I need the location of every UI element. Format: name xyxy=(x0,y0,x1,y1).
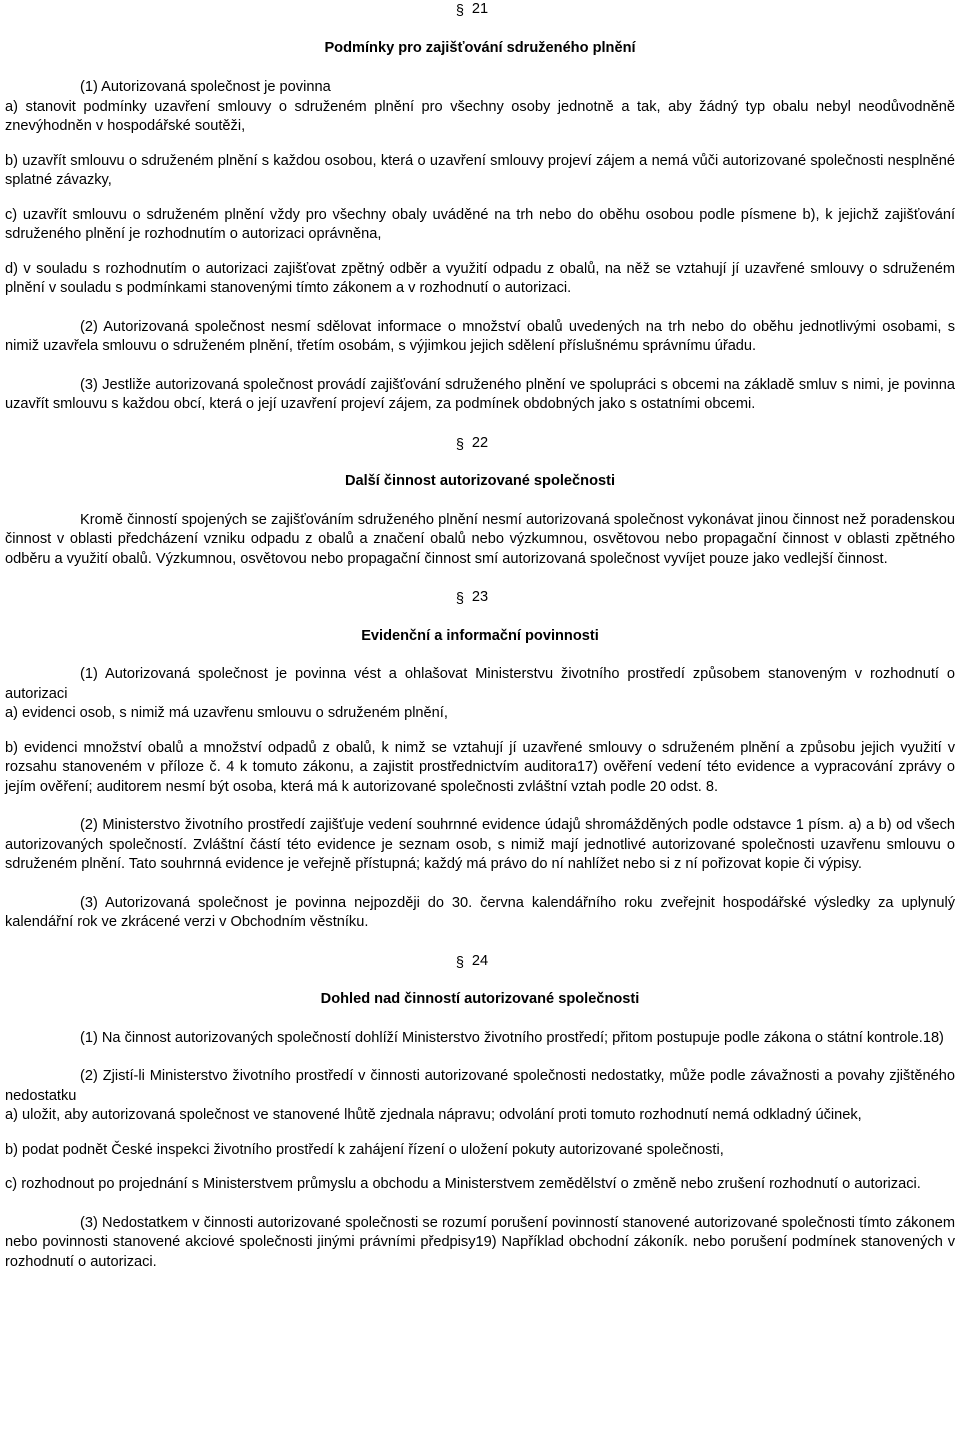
paragraph: (2) Zjistí-li Ministerstvo životního prostředí v činnosti autorizované společnosti nedostatky, může podle závažnosti a povahy zjištěného nedostatku xyxy=(5,1068,955,1104)
paragraph: (2) Autorizovaná společnost nesmí sdělovat informace o množství obalů uvedených na trh nebo do oběhu jednotlivými osobami, s nimiž uzavřela smlouvu o sdruženém plnění, třetím osobám, s výjimkou jejich sdělení příslušnému správnímu úřadu. xyxy=(5,318,955,354)
paragraph: d) v souladu s rozhodnutím o autorizaci zajišťovat zpětný odběr a využití odpadu z obalů, na něž se vztahují jí uzavřené smlouvy o sdruženém plnění v souladu s podmínkami stanovenými tímto zákonem a v rozhodnutí o autorizaci. xyxy=(5,260,955,296)
paragraph: (1) Autorizovaná společnost je povinna xyxy=(80,79,331,95)
paragraph: c) rozhodnout po projednání s Ministerstvem průmyslu a obchodu a Ministerstvem zemědělství o změně nebo zrušení rozhodnutí o autorizaci. xyxy=(5,1176,921,1192)
section-number xyxy=(5,588,955,608)
section-number-mark xyxy=(455,0,489,20)
section-number-value: 24 xyxy=(471,952,489,969)
section-number xyxy=(5,434,955,454)
paragraph: a) evidenci osob, s nimiž má uzavřenu smlouvu o sdruženém plnění, xyxy=(5,705,448,721)
section-22 xyxy=(5,434,955,570)
section-title: Podmínky pro zajišťování sdruženého plnění xyxy=(324,39,636,56)
section-title: Evidenční a informační povinnosti xyxy=(361,627,599,644)
section-number xyxy=(5,952,955,972)
section-sign-icon: § xyxy=(455,954,464,971)
paragraph: a) stanovit podmínky uzavření smlouvy o sdruženém plnění pro všechny osoby jednotně a tak, aby žádný typ obalu nebyl neodůvodněně znevýhodněn v hospodářské soutěži, xyxy=(5,98,955,134)
paragraph: Kromě činností spojených se zajišťováním sdruženého plnění nesmí autorizovaná společnost vykonávat jinou činnost než poradenskou činnost v oblasti předcházení vzniku odpadu z obalů a značení obalů nebo výzkumnou, osvětovou nebo propagační činnost v oblasti zpětného odběru a využití obalů. Výzkumnou, osvětovou nebo propagační činnost smí autorizovaná společnost vyvíjet pouze jako vedlejší činnost. xyxy=(5,511,955,567)
section-24 xyxy=(5,952,955,1273)
section-number-mark xyxy=(455,952,489,972)
section-number-value: 22 xyxy=(471,434,489,451)
paragraph: b) uzavřít smlouvu o sdruženém plnění s každou osobou, která o uzavření smlouvy projeví zájem a nemá vůči autorizované společnosti nesplněné splatné závazky, xyxy=(5,152,955,188)
paragraph: (3) Nedostatkem v činnosti autorizované společnosti se rozumí porušení povinností stanovené autorizované společnosti tímto zákonem nebo povinnosti stanovené akciové společnosti jinými právními předpisy19) Například obchodní zákoník. nebo porušení podmínek stanovených v rozhodnutí o autorizaci. xyxy=(5,1214,955,1270)
paragraph: a) uložit, aby autorizovaná společnost ve stanovené lhůtě zjednala nápravu; odvolání proti tomuto rozhodnutí nemá odkladný účinek, xyxy=(5,1107,862,1123)
section-sign-icon: § xyxy=(455,3,464,19)
section-number-value: 23 xyxy=(471,589,489,605)
section-sign-icon: § xyxy=(455,436,464,453)
section-number-mark xyxy=(455,588,489,608)
paragraph: (3) Jestliže autorizovaná společnost provádí zajišťování sdruženého plnění ve spolupráci s obcemi na základě smluv s nimi, je povinna uzavřít smlouvu s každou obcí, která o její uzavření projeví zájem, za podmínek obdobných jako s ostatními obcemi. xyxy=(5,376,955,412)
section-21 xyxy=(5,0,955,415)
paragraph: b) podat podnět České inspekci životního prostředí k zahájení řízení o uložení pokuty autorizované společnosti, xyxy=(5,1141,724,1158)
paragraph: b) evidenci množství obalů a množství odpadů z obalů, k nimž se vztahují jí uzavřené smlouvy o sdruženém plnění a způsobu jejich využití v rozsahu stanoveném v příloze č. 4 k tomuto zákonu, a zajistit prostřednictvím auditora17) ověření vedení této evidence a vypracování zprávy o jejím ověření; auditorem nesmí být osoba, která má k autorizované společnosti zvláštní vztah podle 20 odst. 8. xyxy=(5,739,955,795)
section-23 xyxy=(5,588,955,933)
section-sign-icon: § xyxy=(455,591,464,607)
document-page xyxy=(5,0,955,1272)
paragraph: (3) Autorizovaná společnost je povinna nejpozději do 30. června kalendářního roku zveřejnit hospodářské výsledky za uplynulý kalendářní rok ve zkrácené verzi v Obchodním věstníku. xyxy=(5,894,955,930)
section-number xyxy=(5,0,955,20)
section-title: Další činnost autorizované společnosti xyxy=(344,473,616,489)
paragraph: (1) Autorizovaná společnost je povinna vést a ohlašovat Ministerstvu životního prostředí způsobem stanoveným v rozhodnutí o autorizaci xyxy=(5,666,955,702)
section-number-mark xyxy=(455,434,489,454)
paragraph: c) uzavřít smlouvu o sdruženém plnění vždy pro všechny obaly uváděné na trh nebo do oběhu osobou podle písmene b), k jejichž zajišťování sdruženého plnění je rozhodnutím o autorizaci oprávněna, xyxy=(5,206,955,242)
paragraph: (1) Na činnost autorizovaných společností dohlíží Ministerstvo životního prostředí; přitom postupuje podle zákona o státní kontrole.18) xyxy=(80,1029,944,1046)
paragraph: (2) Ministerstvo životního prostředí zajišťuje vedení souhrnné evidence údajů shromážděných podle odstavce 1 písm. a) a b) od všech autorizovaných společností. Zvláštní částí této evidence je seznam osob, s nimiž mají jednotlivé autorizované společnosti uzavřenu smlouvu o sdruženém plnění. Tato souhrnná evidence je veřejně přístupná; každý má právo do ní nahlížet nebo si z ní pořizovat kopie či výpisy. xyxy=(5,817,955,872)
section-title: Dohled nad činností autorizované společnosti xyxy=(320,991,640,1007)
section-number-value: 21 xyxy=(471,1,489,17)
